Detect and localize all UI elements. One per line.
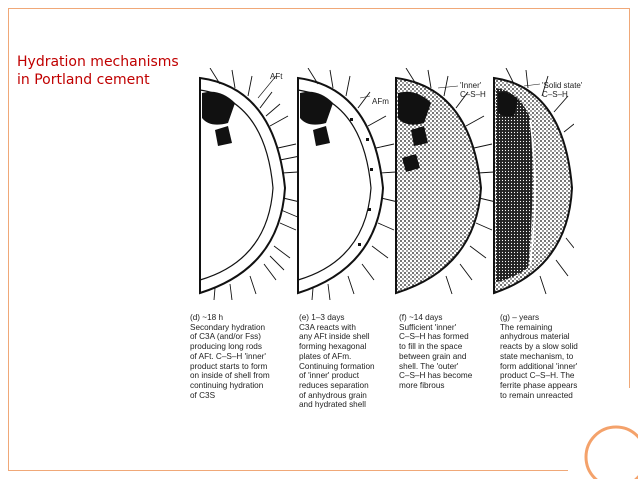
caption-e	[299, 313, 399, 410]
caption-line: Continuing formation	[299, 361, 375, 371]
caption-line: continuing hydration	[190, 380, 264, 390]
caption-line: (f) ~14 days	[399, 313, 443, 322]
caption-g	[500, 313, 600, 400]
caption-line: of AFt. C–S–H 'inner'	[190, 351, 266, 361]
label-solid-state-1: 'Solid state'	[542, 81, 583, 90]
caption-line: of anhydrous grain	[299, 390, 367, 400]
slide-title-line-1: Hydration mechanisms	[17, 54, 179, 71]
caption-line: Secondary hydration	[190, 322, 266, 332]
caption-line: reacts by a slow solid	[500, 342, 578, 352]
label-inner-csh-1: 'Inner'	[460, 81, 482, 90]
panel-g-grain	[494, 68, 574, 294]
label-afm: AFm	[372, 97, 389, 106]
panel-d-grain	[200, 68, 300, 300]
caption-line: and hydrated shell	[299, 400, 366, 410]
caption-line: C–S–H has become	[399, 371, 473, 381]
caption-line: (g) – years	[500, 313, 540, 322]
caption-line: Sufficient 'inner'	[399, 322, 457, 332]
caption-line: C3A reacts with	[299, 322, 356, 332]
caption-line: (d) ~18 h	[190, 313, 223, 322]
frame-left-line	[8, 8, 9, 471]
caption-line: C–S–H has formed	[399, 332, 469, 342]
caption-line: of C3S	[190, 390, 216, 400]
frame-bottom-line	[8, 470, 568, 471]
caption-line: ferrite phase appears	[500, 380, 578, 390]
label-inner-csh-2: C–S–H	[460, 90, 486, 99]
caption-line: (e) 1–3 days	[299, 313, 345, 322]
caption-line: on inside of shell from	[190, 371, 270, 381]
caption-line: of 'inner' product	[299, 371, 360, 381]
caption-line: to remain unreacted	[500, 390, 573, 400]
caption-line: reduces separation	[299, 380, 369, 390]
caption-line: anhydrous material	[500, 332, 570, 342]
caption-f	[399, 313, 499, 391]
caption-d	[190, 313, 290, 400]
corner-circle-decoration	[568, 409, 638, 479]
caption-line: product starts to form	[190, 361, 268, 371]
caption-line: producing long rods	[190, 342, 262, 352]
caption-line: plates of AFm.	[299, 351, 352, 361]
label-aft: AFt	[270, 72, 283, 81]
caption-line: forming hexagonal	[299, 342, 367, 352]
frame-top-line	[8, 8, 630, 9]
caption-line: state mechanism, to	[500, 351, 574, 361]
caption-line: of C3A (and/or Fss)	[190, 332, 261, 342]
caption-line: product C–S–H. The	[500, 371, 575, 381]
caption-line: any AFt inside shell	[299, 332, 370, 342]
slide-title-line-2: in Portland cement	[17, 72, 150, 89]
caption-line: form additional 'inner'	[500, 361, 578, 371]
label-solid-state-2: C–S–H	[542, 90, 568, 99]
caption-line: The remaining	[500, 322, 553, 332]
slide-title	[17, 53, 179, 89]
caption-line: to fill in the space	[399, 342, 463, 352]
frame-right-line	[629, 8, 630, 388]
caption-line: shell. The 'outer'	[399, 361, 459, 371]
caption-line: more fibrous	[399, 380, 445, 390]
caption-line: between grain and	[399, 351, 467, 361]
panel-f-grain	[396, 68, 496, 294]
